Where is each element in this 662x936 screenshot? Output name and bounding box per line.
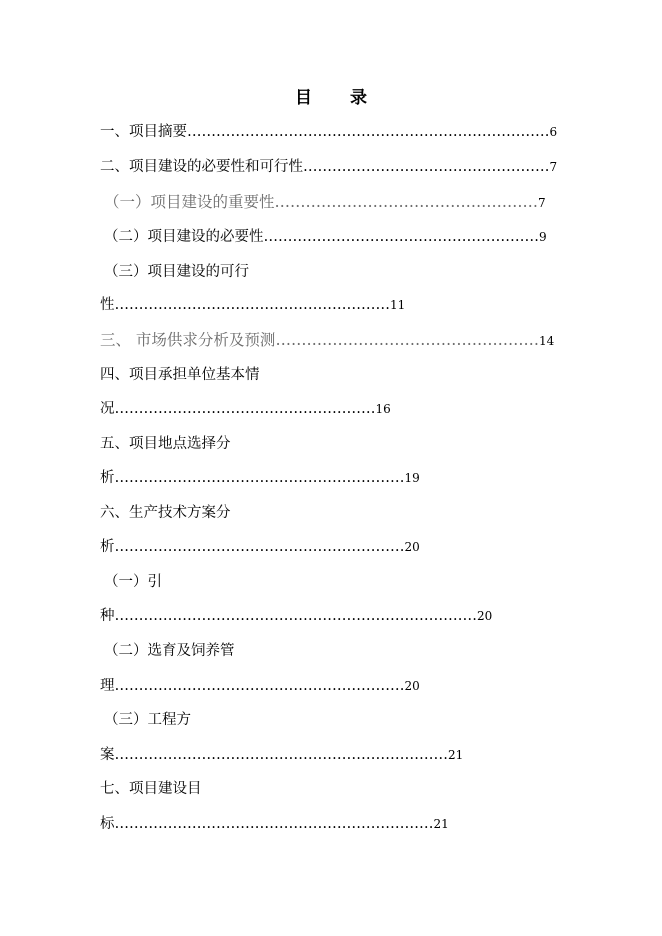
toc-entry-label: （三）工程方 (104, 712, 191, 728)
toc-entry-page: 6 (549, 125, 558, 139)
toc-leader-dots: ………………………………………………… (263, 229, 539, 245)
toc-entry[interactable] (104, 227, 547, 247)
toc-leader-dots: …………………………………………… (275, 331, 539, 349)
toc-entry[interactable] (104, 641, 235, 661)
toc-entry-page: 7 (549, 160, 558, 174)
toc-entry-label: 一、项目摘要 (100, 124, 187, 140)
toc-entry[interactable] (100, 295, 405, 315)
toc-entry-label: 析 (100, 539, 115, 555)
toc-leader-dots: ……………………………………………… (114, 401, 376, 417)
toc-entry[interactable] (100, 676, 420, 696)
toc-leader-dots: …………………………………………………………… (114, 747, 448, 763)
toc-entry[interactable] (100, 779, 202, 799)
toc-leader-dots: …………………………………………………… (114, 539, 405, 555)
toc-leader-dots: ………………………………………………………………… (114, 608, 477, 624)
toc-entry[interactable] (100, 157, 557, 177)
toc-entry-page: 20 (404, 540, 420, 554)
toc-leader-dots: …………………………………………… (274, 193, 539, 211)
toc-entry-label: （一）引 (104, 574, 162, 590)
toc-entry[interactable] (100, 434, 231, 454)
toc-entry-page: 14 (538, 334, 555, 348)
toc-entry[interactable] (104, 192, 546, 213)
toc-entry-label: 理 (100, 678, 115, 694)
toc-entry-label: 六、生产技术方案分 (100, 505, 231, 521)
toc-entry-label: 五、项目地点选择分 (100, 436, 231, 452)
toc-entry[interactable] (104, 710, 191, 730)
toc-entry[interactable] (100, 365, 260, 385)
toc-entry-label: 二、项目建设的必要性和可行性 (100, 159, 303, 175)
toc-leader-dots: ………………………………………………………… (114, 816, 434, 832)
toc-entry-label: 况 (100, 401, 115, 417)
toc-entry-label: 七、项目建设目 (100, 781, 202, 797)
toc-entry-label: 种 (100, 608, 115, 624)
toc-entry-label: 性 (100, 297, 115, 313)
toc-leader-dots: ………………………………………………………………… (187, 124, 550, 140)
toc-entry-label: 三、 市场供求分析及预测 (100, 331, 276, 349)
toc-entry-label: （二）项目建设的必要性 (104, 229, 264, 245)
toc-entry-label: （二）选育及饲养管 (104, 643, 235, 659)
toc-entry[interactable] (100, 399, 391, 419)
toc-leader-dots: …………………………………………… (303, 159, 550, 175)
page-title: 目录 (295, 88, 405, 108)
toc-entry[interactable] (100, 503, 231, 523)
toc-entry-page: 20 (404, 679, 420, 693)
toc-entry-page: 7 (538, 196, 546, 210)
toc-entry-page: 19 (404, 471, 420, 485)
toc-entry-label: （一）项目建设的重要性 (104, 193, 275, 211)
toc-entry-label: 案 (100, 747, 115, 763)
toc-entry[interactable] (104, 262, 249, 282)
toc-entry[interactable] (104, 572, 162, 592)
toc-leader-dots: …………………………………………………… (114, 470, 405, 486)
toc-entry-page: 16 (375, 402, 391, 416)
toc-entry-page: 21 (448, 748, 464, 762)
toc-entry-page: 21 (433, 817, 449, 831)
toc-entry-label: 四、项目承担单位基本情 (100, 367, 260, 383)
toc-entry[interactable] (100, 468, 420, 488)
toc-entry-label: （三）项目建设的可行 (104, 264, 249, 280)
toc-leader-dots: …………………………………………………… (114, 678, 405, 694)
toc-entry[interactable] (100, 330, 554, 351)
toc-leader-dots: ………………………………………………… (114, 297, 390, 313)
toc-entry[interactable] (100, 122, 557, 142)
toc-entry-label: 析 (100, 470, 115, 486)
toc-entry-page: 20 (477, 609, 493, 623)
toc-entry-page: 11 (390, 298, 406, 312)
toc-entry[interactable] (100, 745, 463, 765)
toc-entry[interactable] (100, 814, 449, 834)
toc-entry[interactable] (100, 537, 420, 557)
toc-entry-label: 标 (100, 816, 115, 832)
toc-entry[interactable] (100, 606, 492, 626)
toc-entry-page: 9 (539, 230, 547, 244)
